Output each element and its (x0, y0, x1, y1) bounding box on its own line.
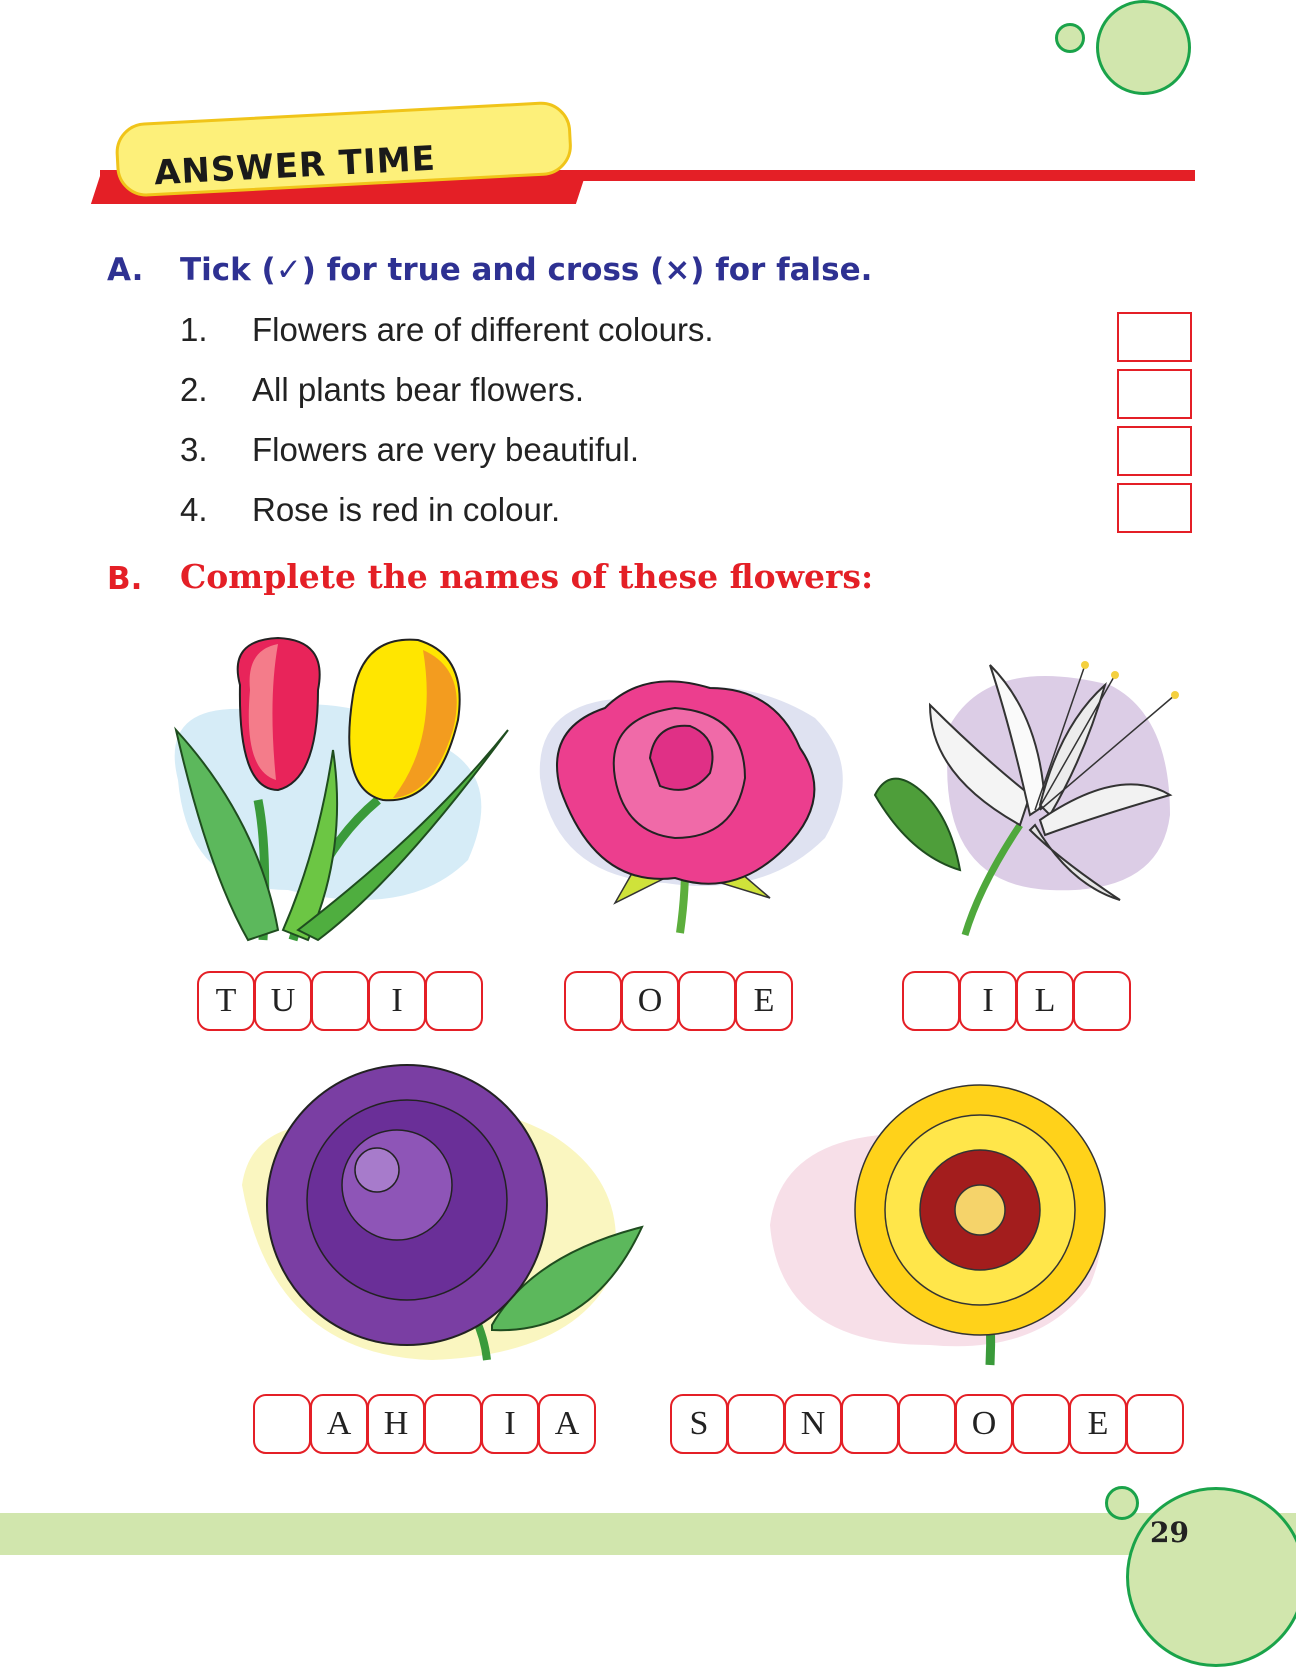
word-dahlia (253, 1394, 595, 1454)
page-number: 29 (1150, 1516, 1189, 1549)
letter-box[interactable] (898, 1394, 956, 1454)
letter-box[interactable]: T (197, 971, 255, 1031)
question-text: Flowers are of different colours. (252, 311, 714, 348)
letter-box[interactable]: I (368, 971, 426, 1031)
question-text: All plants bear flowers. (252, 371, 584, 408)
section-b-letter: B. (107, 561, 143, 597)
footer-small-bubble (1105, 1486, 1139, 1520)
decorative-small-bubble (1055, 23, 1085, 53)
letter-box[interactable] (678, 971, 736, 1031)
letter-box[interactable] (564, 971, 622, 1031)
letter-box[interactable]: H (367, 1394, 425, 1454)
letter-box[interactable] (841, 1394, 899, 1454)
sunflower-illustration (760, 1085, 1110, 1375)
word-lily (902, 971, 1130, 1031)
question-text: Rose is red in colour. (252, 491, 561, 528)
lily-illustration (870, 645, 1190, 940)
question-number: 4. (180, 491, 208, 528)
word-rose (564, 971, 792, 1031)
letter-box[interactable]: O (955, 1394, 1013, 1454)
letter-box[interactable]: A (538, 1394, 596, 1454)
letter-box[interactable] (727, 1394, 785, 1454)
letter-box[interactable] (1073, 971, 1131, 1031)
section-a-title: Tick (✓) for true and cross (×) for false. (180, 252, 873, 288)
decorative-large-bubble (1096, 0, 1191, 95)
dahlia-illustration (232, 1075, 652, 1375)
letter-box[interactable]: N (784, 1394, 842, 1454)
letter-box[interactable]: O (621, 971, 679, 1031)
letter-box[interactable]: E (735, 971, 793, 1031)
answer-box-1[interactable] (1117, 312, 1192, 362)
letter-box[interactable] (1012, 1394, 1070, 1454)
letter-box[interactable] (311, 971, 369, 1031)
letter-box[interactable] (253, 1394, 311, 1454)
answer-box-4[interactable] (1117, 483, 1192, 533)
letter-box[interactable] (424, 1394, 482, 1454)
answer-box-2[interactable] (1117, 369, 1192, 419)
tulip-illustration (168, 630, 518, 950)
letter-box[interactable]: S (670, 1394, 728, 1454)
question-number: 3. (180, 431, 208, 468)
question-number: 2. (180, 371, 208, 408)
section-heading: ANSWER TIME (153, 138, 437, 194)
footer-large-bubble (1126, 1487, 1296, 1667)
answer-box-3[interactable] (1117, 426, 1192, 476)
letter-box[interactable]: U (254, 971, 312, 1031)
letter-box[interactable]: I (481, 1394, 539, 1454)
word-tulip (197, 971, 482, 1031)
letter-box[interactable] (425, 971, 483, 1031)
letter-box[interactable]: I (959, 971, 1017, 1031)
word-sunflower (670, 1394, 1183, 1454)
question-number: 1. (180, 311, 208, 348)
letter-box[interactable]: L (1016, 971, 1074, 1031)
question-text: Flowers are very beautiful. (252, 431, 639, 468)
letter-box[interactable] (902, 971, 960, 1031)
section-a-letter: A. (107, 252, 144, 288)
letter-box[interactable]: A (310, 1394, 368, 1454)
letter-box[interactable] (1126, 1394, 1184, 1454)
section-b-title: Complete the names of these flowers: (180, 557, 874, 596)
rose-illustration (535, 668, 850, 938)
footer-band (0, 1513, 1296, 1555)
letter-box[interactable]: E (1069, 1394, 1127, 1454)
